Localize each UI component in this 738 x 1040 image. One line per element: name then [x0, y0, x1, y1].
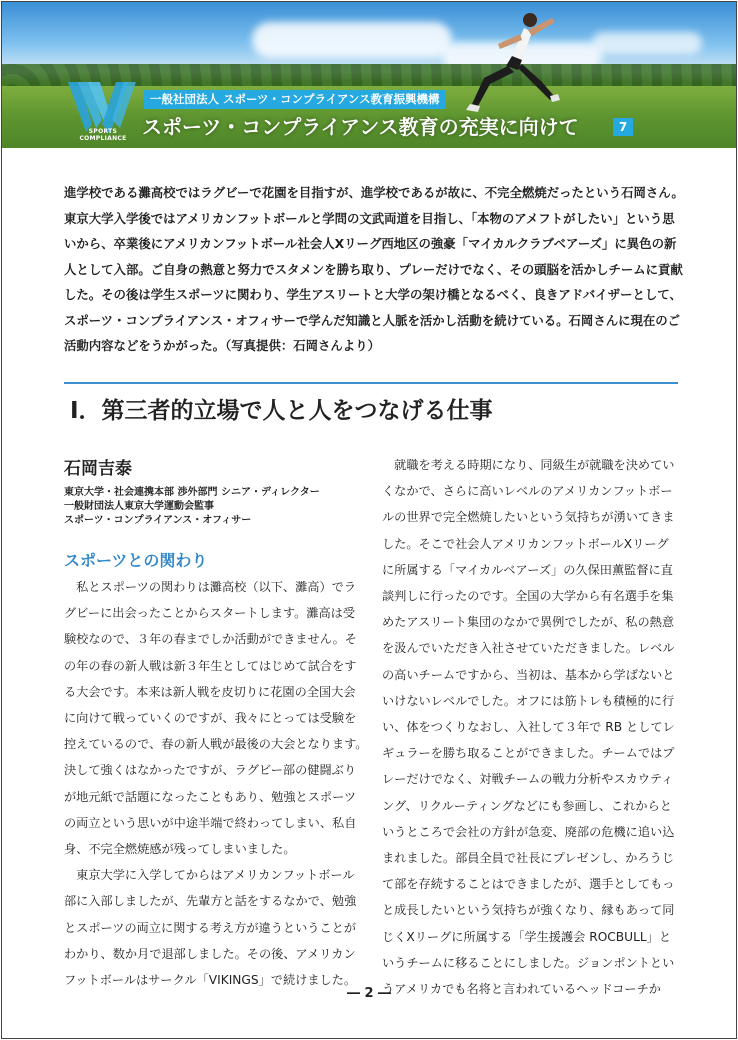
body-line: まれました。部員全員で社長にプレゼンし、かろうじ [382, 851, 675, 866]
logo-text-line: COMPLIANCE [79, 135, 127, 142]
body-line: フットボールはサークル「VIKINGS」で続けました。 [64, 973, 357, 988]
body-line: ング、リクルーティングなどにも参画し、これからと [382, 798, 672, 813]
header-banner [2, 2, 736, 148]
body-line: を汲んでいただき入社させていただきました。レベル [382, 641, 675, 656]
author-name: 石岡吉泰 [64, 459, 132, 479]
body-line: とスポーツの両立に関する考え方が違うということが [64, 920, 357, 935]
body-line: 決して強くはなかったですが、ラグビー部の健闘ぶり [64, 763, 357, 778]
body-line: 控えているので、春の新人戦が最後の大会となります。 [64, 737, 368, 752]
body-line: と成長したいという気持ちが強くなり、縁もあって同 [382, 903, 675, 918]
body-line: した。そこで社会人アメリカンフットボールXリーグ [382, 536, 669, 551]
intro-line: 人として入部。ご自身の熱意と努力でスタメンを勝ち取り、プレーだけでなく、その頭脳を活かしチームに貢献 [64, 261, 683, 277]
intro-line: 進学校である灘高校ではラグビーで花園を目指すが、進学校であるが故に、不完全燃焼だったという石岡さん。 [64, 185, 684, 200]
body-column-left [64, 574, 368, 993]
body-line: いうチームに移ることにしました。ジョンポントとい [382, 955, 675, 970]
intro-line: した。その後は学生スポーツに関わり、学生アスリートと大学の架け橋となるべく、良きアドバイザーとして、 [64, 287, 682, 302]
affiliation-line: 東京大学・社会連携本部 渉外部門 シニア・ディレクター [64, 487, 320, 498]
intro-line: 活動内容などをうかがった。（写真提供：石岡さんより） [64, 338, 380, 353]
body-line: いうところで会社の方針が急変、廃部の危機に追い込 [382, 824, 675, 839]
intro-paragraph [64, 180, 684, 359]
affiliation-line: スポーツ・コンプライアンス・オフィサー [64, 515, 252, 526]
subsection-heading: スポーツとの関わり [64, 551, 208, 570]
body-line: の両立という思いが中途半端で終わってしまい、私自 [64, 815, 357, 830]
body-line: の高いチームですから、当初は、基本から学ばないと [382, 667, 675, 682]
body-line: 私とスポーツの関わりは灘高校（以下、灘高）でラ [64, 580, 357, 594]
body-line: に所属する「マイカルベアーズ」の久保田薫監督に直 [382, 562, 673, 577]
intro-line: スポーツ・コンプライアンス・オフィサーで学んだ知識と人脈を活かし活動を続けている。石岡さんに現在のご [64, 312, 681, 328]
body-line: に向けて戦っていくのですが、我々にとっては受験を [64, 711, 357, 726]
intro-line: いから、卒業後にアメリカンフットボール社会人Xリーグ西地区の強豪「マイカルクラブベアーズ」に異色の新 [64, 236, 677, 251]
body-line: 部に入部しましたが、先輩方と話をするなかで、勉強 [64, 894, 357, 909]
affiliation-line: 一般財団法人東京大学運動会監事 [64, 501, 214, 512]
body-line: 東京大学に入学してからはアメリカンフットボール [64, 868, 355, 883]
document-page [1, 1, 737, 1039]
body-line: ルの世界で完全燃焼したいという気持ちが湧いてきま [382, 510, 675, 525]
body-line: レーだけでなく、対戦チームの戦力分析やスカウティ [382, 772, 674, 787]
author-affiliation [64, 486, 364, 528]
body-line: じくXリーグに所属する「学生援護会 ROCBULL」と [382, 929, 672, 944]
section-heading: Ⅰ．第三者的立場で人と人をつなげる仕事 [70, 398, 493, 424]
body-line: 験校なので、３年の春までしか活動ができません。そ [64, 632, 357, 647]
body-line: る大会です。本来は新人戦を皮切りに花園の全国大会 [64, 684, 356, 699]
body-column-right [382, 452, 682, 1002]
issue-number-badge: 7 [613, 118, 633, 136]
body-line: い、体をつくりなおし、入社して３年で RB としてレ [382, 720, 675, 735]
body-line: いけないレベルでした。オフには筋トレも積極的に行 [382, 693, 675, 708]
body-line: グビーに出会ったことからスタートします。灘高は受 [64, 606, 356, 621]
series-title: スポーツ・コンプライアンス教育の充実に向けて [142, 115, 579, 139]
body-line: 身、不完全燃焼感が残ってしまいました。 [64, 842, 296, 857]
runner-figure [432, 8, 572, 118]
organization-label: 一般社団法人 スポーツ・コンプライアンス教育振興機構 [144, 90, 446, 109]
cloud-decoration [252, 22, 452, 58]
body-line: くなかで、さらに高いレベルのアメリカンフットボー [382, 484, 673, 499]
logo-wordmark [66, 128, 140, 142]
body-line: て部を存続することはできましたが、選手としてもっ [382, 877, 675, 892]
body-line: うアメリカでも名将と言われているヘッドコーチか [382, 982, 661, 997]
intro-line: 東京大学入学後ではアメリカンフットボールと学問の文武両道を目指し、「本物のアメフトがしたい」という思 [64, 210, 675, 226]
body-line: 就職を考える時期になり、同級生が就職を決めてい [382, 458, 675, 472]
cloud-decoration [592, 32, 702, 54]
body-line: めたアスリート集団のなかで異例でしたが、私の熱意 [382, 615, 675, 630]
section-divider [64, 382, 678, 384]
body-line: ギュラーを勝ち取ることができました。チームではプ [382, 746, 675, 761]
body-line: わかり、数か月で退部しました。その後、アメリカン [64, 946, 356, 961]
page-number: ― 2 ― [346, 986, 392, 1001]
body-line: が地元紙で話題になったこともあり、勉強とスポーツ [64, 789, 357, 804]
logo-text-line: SPORTS [88, 128, 118, 135]
body-line: の年の春の新人戦は新３年生としてはじめて試合をす [64, 658, 357, 673]
body-line: 談判しに行ったのです。全国の大学から有名選手を集 [382, 589, 674, 604]
